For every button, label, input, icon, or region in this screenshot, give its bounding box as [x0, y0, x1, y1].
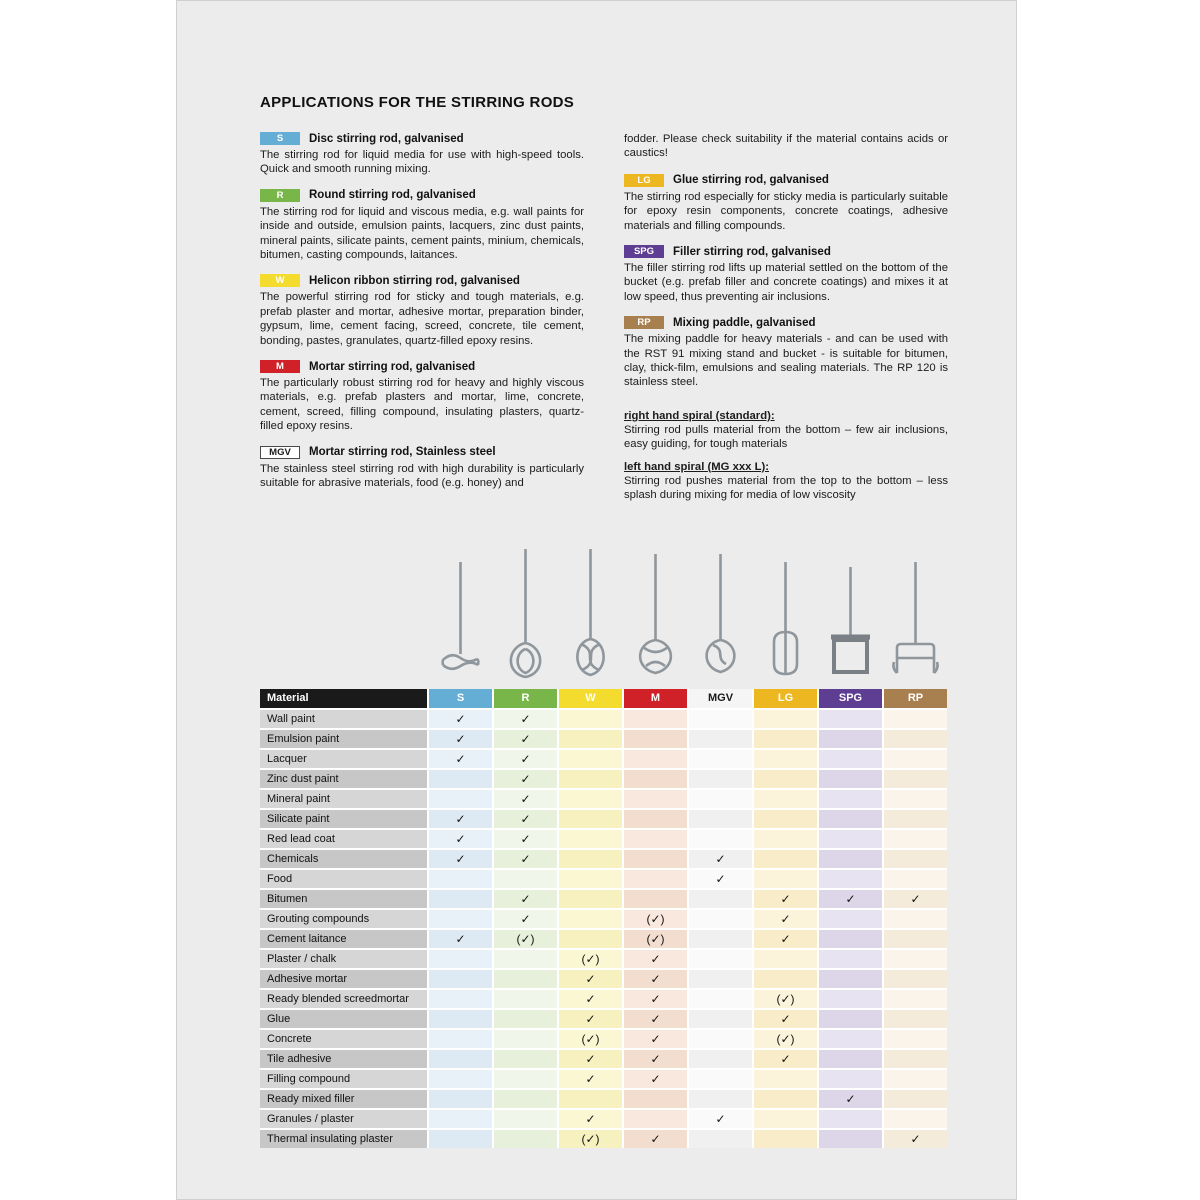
mark-cell-mgv	[689, 930, 752, 948]
section-mortar-rod	[260, 360, 584, 434]
mark-cell-spg	[819, 810, 882, 828]
mark-cell-r	[494, 970, 557, 988]
mark-cell-w: ✓	[559, 1070, 622, 1088]
badge-r: R	[260, 189, 300, 202]
glue-rod-icon	[754, 546, 817, 689]
section-glue-rod	[624, 174, 948, 233]
mark-cell-r: ✓	[494, 790, 557, 808]
mark-cell-s	[429, 1070, 492, 1088]
section-title: Disc stirring rod, galvanised	[309, 132, 464, 145]
applications-table	[260, 689, 947, 1148]
mark-cell-mgv	[689, 990, 752, 1008]
mark-cell-m	[624, 730, 687, 748]
mark-cell-lg	[754, 730, 817, 748]
mark-cell-mgv	[689, 750, 752, 768]
mark-cell-lg: ✓	[754, 910, 817, 928]
mark-cell-spg	[819, 710, 882, 728]
section-heading	[260, 274, 584, 287]
mark-cell-w	[559, 930, 622, 948]
material-cell: Silicate paint	[260, 810, 427, 828]
mark-cell-spg	[819, 750, 882, 768]
mark-cell-spg	[819, 1050, 882, 1068]
badge-lg: LG	[624, 174, 664, 187]
mark-cell-w	[559, 810, 622, 828]
mark-cell-w	[559, 710, 622, 728]
mark-cell-w	[559, 790, 622, 808]
mark-cell-w	[559, 850, 622, 868]
mark-cell-s: ✓	[429, 810, 492, 828]
mark-cell-mgv	[689, 890, 752, 908]
mark-cell-r: ✓	[494, 830, 557, 848]
mark-cell-w	[559, 750, 622, 768]
mark-cell-m	[624, 890, 687, 908]
mark-cell-lg	[754, 790, 817, 808]
mark-cell-s: ✓	[429, 710, 492, 728]
mark-cell-spg	[819, 850, 882, 868]
mark-cell-rp	[884, 1090, 947, 1108]
badge-w: W	[260, 274, 300, 287]
mark-cell-mgv: ✓	[689, 850, 752, 868]
section-disc-rod	[260, 132, 584, 177]
helicon-rod-icon	[559, 546, 622, 689]
mark-cell-lg	[754, 1110, 817, 1128]
section-mortar-rod-stainless	[260, 446, 584, 491]
mark-cell-mgv	[689, 790, 752, 808]
mark-cell-lg	[754, 830, 817, 848]
mark-cell-rp	[884, 790, 947, 808]
mark-cell-m	[624, 870, 687, 888]
material-cell: Ready blended screedmortar	[260, 990, 427, 1008]
mark-cell-rp	[884, 910, 947, 928]
mark-cell-w	[559, 1090, 622, 1108]
mark-cell-m	[624, 1110, 687, 1128]
mark-cell-w: ✓	[559, 970, 622, 988]
mark-cell-m	[624, 810, 687, 828]
mark-cell-rp	[884, 810, 947, 828]
badge-s: S	[260, 132, 300, 145]
mark-cell-m	[624, 850, 687, 868]
mark-cell-w	[559, 890, 622, 908]
badge-mgv: MGV	[260, 446, 300, 459]
mark-cell-lg	[754, 870, 817, 888]
column-header-mgv: MGV	[689, 689, 752, 708]
material-cell: Granules / plaster	[260, 1110, 427, 1128]
mark-cell-lg	[754, 810, 817, 828]
material-column-header: Material	[260, 689, 427, 708]
mark-cell-mgv	[689, 770, 752, 788]
mark-cell-mgv	[689, 730, 752, 748]
mark-cell-r	[494, 950, 557, 968]
mortar-rod-stainless-icon	[689, 546, 752, 689]
material-cell: Bitumen	[260, 890, 427, 908]
section-heading	[624, 316, 948, 329]
mark-cell-r	[494, 870, 557, 888]
material-cell: Chemicals	[260, 850, 427, 868]
mark-cell-lg	[754, 710, 817, 728]
section-filler-rod	[624, 245, 948, 304]
mark-cell-lg: ✓	[754, 1010, 817, 1028]
badge-spg: SPG	[624, 245, 664, 258]
section-body: The stirring rod for liquid media for use with high-speed tools. Quick and smooth running mixing.	[260, 149, 584, 176]
note-body-right-spiral: Stirring rod pulls material from the bottom – few air inclusions, easy guiding, for tough materials	[624, 423, 948, 451]
mark-cell-lg: (✓)	[754, 1030, 817, 1048]
mark-cell-lg	[754, 970, 817, 988]
mark-cell-mgv	[689, 1090, 752, 1108]
mark-cell-w: (✓)	[559, 1030, 622, 1048]
mark-cell-r: ✓	[494, 770, 557, 788]
mark-cell-m	[624, 790, 687, 808]
section-title: Round stirring rod, galvanised	[309, 189, 476, 202]
mark-cell-spg	[819, 1110, 882, 1128]
material-cell: Zinc dust paint	[260, 770, 427, 788]
mark-cell-m: ✓	[624, 1050, 687, 1068]
mark-cell-rp	[884, 1050, 947, 1068]
mark-cell-r	[494, 1070, 557, 1088]
material-cell: Mineral paint	[260, 790, 427, 808]
mark-cell-spg	[819, 1030, 882, 1048]
mark-cell-s	[429, 910, 492, 928]
mark-cell-s	[429, 950, 492, 968]
section-body: The mixing paddle for heavy materials - and can be used with the RST 91 mixing stand and bucket - is suitable for bitumen, clay, thick-film, emulsions and sealing materials. The RP 120 is stainless steel.	[624, 333, 948, 389]
column-header-s: S	[429, 689, 492, 708]
mark-cell-mgv	[689, 910, 752, 928]
mark-cell-mgv	[689, 710, 752, 728]
material-cell: Glue	[260, 1010, 427, 1028]
catalog-page	[176, 0, 1017, 1200]
page-title: APPLICATIONS FOR THE STIRRING RODS	[260, 94, 575, 111]
mark-cell-lg	[754, 950, 817, 968]
mark-cell-rp	[884, 710, 947, 728]
mark-cell-m: ✓	[624, 990, 687, 1008]
section-title: Mortar stirring rod, Stainless steel	[309, 446, 496, 459]
mark-cell-s	[429, 970, 492, 988]
material-cell: Thermal insulating plaster	[260, 1130, 427, 1148]
mark-cell-m: ✓	[624, 950, 687, 968]
right-text-column	[624, 132, 948, 503]
mark-cell-spg	[819, 830, 882, 848]
mark-cell-m: ✓	[624, 970, 687, 988]
material-cell: Adhesive mortar	[260, 970, 427, 988]
mark-cell-s: ✓	[429, 830, 492, 848]
mark-cell-r: ✓	[494, 910, 557, 928]
applications-table-area	[260, 546, 947, 1148]
mark-cell-spg	[819, 790, 882, 808]
material-cell: Concrete	[260, 1030, 427, 1048]
mark-cell-lg	[754, 770, 817, 788]
mark-cell-rp	[884, 1010, 947, 1028]
mark-cell-mgv: ✓	[689, 870, 752, 888]
mark-cell-w: ✓	[559, 1110, 622, 1128]
mark-cell-r	[494, 1130, 557, 1148]
mark-cell-r: ✓	[494, 710, 557, 728]
mark-cell-w	[559, 830, 622, 848]
mark-cell-lg: (✓)	[754, 990, 817, 1008]
mark-cell-mgv	[689, 970, 752, 988]
mark-cell-lg: ✓	[754, 1050, 817, 1068]
mark-cell-mgv	[689, 1130, 752, 1148]
material-cell: Emulsion paint	[260, 730, 427, 748]
mark-cell-rp	[884, 1070, 947, 1088]
mark-cell-m	[624, 1090, 687, 1108]
section-title: Glue stirring rod, galvanised	[673, 174, 829, 187]
disc-rod-icon	[429, 546, 492, 689]
mark-cell-rp: ✓	[884, 890, 947, 908]
material-cell: Red lead coat	[260, 830, 427, 848]
mark-cell-spg	[819, 910, 882, 928]
column-header-m: M	[624, 689, 687, 708]
left-text-column	[260, 132, 584, 503]
section-heading	[624, 245, 948, 258]
section-heading	[260, 189, 584, 202]
mark-cell-w: ✓	[559, 1010, 622, 1028]
mark-cell-rp	[884, 850, 947, 868]
column-header-w: W	[559, 689, 622, 708]
mark-cell-w	[559, 910, 622, 928]
section-body: The stirring rod for liquid and viscous media, e.g. wall paints for inside and outside, emulsion paints, lacquers, zinc dust paints, mineral paints, silicate paints, cement paints, minium, chemicals, bitumen, casting compounds, laitances.	[260, 205, 584, 262]
mark-cell-w	[559, 730, 622, 748]
mark-cell-r: (✓)	[494, 930, 557, 948]
section-body: The stainless steel stirring rod with high durability is particularly suitable for abrasive materials, food (e.g. honey) and	[260, 462, 584, 490]
round-rod-icon	[494, 546, 557, 689]
mark-cell-m: ✓	[624, 1130, 687, 1148]
material-cell: Filling compound	[260, 1070, 427, 1088]
mark-cell-r	[494, 1010, 557, 1028]
mark-cell-rp	[884, 1110, 947, 1128]
mark-cell-s	[429, 1090, 492, 1108]
mark-cell-w: (✓)	[559, 950, 622, 968]
mark-cell-mgv	[689, 1050, 752, 1068]
section-heading	[260, 446, 584, 459]
mark-cell-m	[624, 710, 687, 728]
section-body: The stirring rod especially for sticky media is particularly suitable for epoxy resin components, concrete coatings, adhesive materials and filling compounds.	[624, 190, 948, 232]
material-cell: Ready mixed filler	[260, 1090, 427, 1108]
mark-cell-mgv	[689, 830, 752, 848]
filler-rod-icon	[819, 546, 882, 689]
mark-cell-m	[624, 750, 687, 768]
mark-cell-mgv	[689, 1070, 752, 1088]
section-title: Mixing paddle, galvanised	[673, 316, 816, 329]
mark-cell-spg	[819, 1130, 882, 1148]
section-heading	[260, 360, 584, 373]
column-header-lg: LG	[754, 689, 817, 708]
mark-cell-s	[429, 1030, 492, 1048]
mark-cell-r	[494, 1050, 557, 1068]
mark-cell-rp	[884, 830, 947, 848]
mark-cell-spg	[819, 970, 882, 988]
mark-cell-s: ✓	[429, 730, 492, 748]
mgv-continuation-text: fodder. Please check suitability if the material contains acids or caustics!	[624, 133, 948, 160]
mark-cell-rp	[884, 970, 947, 988]
mark-cell-spg	[819, 770, 882, 788]
section-round-rod	[260, 189, 584, 263]
section-title: Mortar stirring rod, galvanised	[309, 360, 476, 373]
mark-cell-spg	[819, 930, 882, 948]
mark-cell-spg	[819, 990, 882, 1008]
mark-cell-w: ✓	[559, 1050, 622, 1068]
mark-cell-lg	[754, 750, 817, 768]
note-heading-left-spiral: left hand spiral (MG xxx L):	[624, 460, 769, 473]
mark-cell-w	[559, 870, 622, 888]
mark-cell-r: ✓	[494, 750, 557, 768]
mark-cell-spg: ✓	[819, 890, 882, 908]
mortar-rod-icon	[624, 546, 687, 689]
material-cell: Tile adhesive	[260, 1050, 427, 1068]
mark-cell-spg: ✓	[819, 1090, 882, 1108]
mark-cell-s	[429, 1110, 492, 1128]
mark-cell-r	[494, 990, 557, 1008]
mark-cell-m: ✓	[624, 1070, 687, 1088]
section-body: The powerful stirring rod for sticky and tough materials, e.g. prefab plaster and mortar, adhesive mortar, preparation binder, gypsum, lime, cement facing, screed, concrete, tile cement, bonding, pastes, granulates, quartz-filled epoxy resins.	[260, 291, 584, 347]
mark-cell-s: ✓	[429, 930, 492, 948]
mark-cell-mgv: ✓	[689, 1110, 752, 1128]
mark-cell-mgv	[689, 1010, 752, 1028]
mark-cell-rp	[884, 770, 947, 788]
mark-cell-rp	[884, 870, 947, 888]
mark-cell-r: ✓	[494, 890, 557, 908]
section-heading	[624, 174, 948, 187]
mark-cell-r	[494, 1090, 557, 1108]
section-heading	[260, 132, 584, 145]
mark-cell-spg	[819, 950, 882, 968]
section-body: The particularly robust stirring rod for heavy and highly viscous materials, e.g. prefab plasters and mortar, lime, concrete, cement, screed, filling compound, insulating plasters, quartz-filled epoxy resins.	[260, 377, 584, 433]
mark-cell-lg: ✓	[754, 930, 817, 948]
badge-rp: RP	[624, 316, 664, 329]
mark-cell-w	[559, 770, 622, 788]
note-body-left-spiral: Stirring rod pushes material from the top to the bottom – less splash during mixing for media of low viscosity	[624, 474, 948, 502]
section-title: Helicon ribbon stirring rod, galvanised	[309, 274, 520, 287]
material-cell: Food	[260, 870, 427, 888]
mark-cell-spg	[819, 870, 882, 888]
mark-cell-m	[624, 830, 687, 848]
mark-cell-s	[429, 870, 492, 888]
mark-cell-s	[429, 890, 492, 908]
mark-cell-rp	[884, 750, 947, 768]
mark-cell-r	[494, 1030, 557, 1048]
material-cell: Cement laitance	[260, 930, 427, 948]
mark-cell-mgv	[689, 950, 752, 968]
mark-cell-lg	[754, 1090, 817, 1108]
mark-cell-lg: ✓	[754, 890, 817, 908]
mark-cell-m: ✓	[624, 1030, 687, 1048]
mark-cell-spg	[819, 730, 882, 748]
material-cell: Wall paint	[260, 710, 427, 728]
mark-cell-rp	[884, 950, 947, 968]
mark-cell-rp	[884, 1030, 947, 1048]
badge-m: M	[260, 360, 300, 373]
mark-cell-m: (✓)	[624, 930, 687, 948]
section-helicon-rod	[260, 274, 584, 348]
material-cell: Plaster / chalk	[260, 950, 427, 968]
mark-cell-s	[429, 1050, 492, 1068]
mark-cell-w: (✓)	[559, 1130, 622, 1148]
mark-cell-mgv	[689, 810, 752, 828]
mark-cell-m: ✓	[624, 1010, 687, 1028]
spiral-notes	[624, 410, 948, 503]
mark-cell-s: ✓	[429, 750, 492, 768]
section-title: Filler stirring rod, galvanised	[673, 245, 831, 258]
rod-illustrations	[260, 546, 947, 689]
mark-cell-r: ✓	[494, 850, 557, 868]
mark-cell-spg	[819, 1010, 882, 1028]
mark-cell-m: (✓)	[624, 910, 687, 928]
mark-cell-rp: ✓	[884, 1130, 947, 1148]
mark-cell-rp	[884, 990, 947, 1008]
note-heading-right-spiral: right hand spiral (standard):	[624, 409, 775, 422]
mark-cell-m	[624, 770, 687, 788]
mark-cell-rp	[884, 930, 947, 948]
mark-cell-s	[429, 1010, 492, 1028]
section-body: The filler stirring rod lifts up material settled on the bottom of the bucket (e.g. prefab filler and concrete coatings) and mixes it at low speed, thus preventing air inclusions.	[624, 262, 948, 303]
section-mixing-paddle	[624, 316, 948, 390]
mark-cell-r: ✓	[494, 810, 557, 828]
mark-cell-spg	[819, 1070, 882, 1088]
column-header-rp: RP	[884, 689, 947, 708]
mixing-paddle-icon	[884, 546, 947, 689]
mark-cell-r: ✓	[494, 730, 557, 748]
column-header-spg: SPG	[819, 689, 882, 708]
material-cell: Grouting compounds	[260, 910, 427, 928]
mark-cell-rp	[884, 730, 947, 748]
material-cell: Lacquer	[260, 750, 427, 768]
mark-cell-s: ✓	[429, 850, 492, 868]
mark-cell-s	[429, 770, 492, 788]
mark-cell-r	[494, 1110, 557, 1128]
mark-cell-lg	[754, 1070, 817, 1088]
mark-cell-lg	[754, 1130, 817, 1148]
mark-cell-s	[429, 1130, 492, 1148]
mark-cell-s	[429, 990, 492, 1008]
mark-cell-s	[429, 790, 492, 808]
mark-cell-lg	[754, 850, 817, 868]
mark-cell-w: ✓	[559, 990, 622, 1008]
column-header-r: R	[494, 689, 557, 708]
mark-cell-mgv	[689, 1030, 752, 1048]
